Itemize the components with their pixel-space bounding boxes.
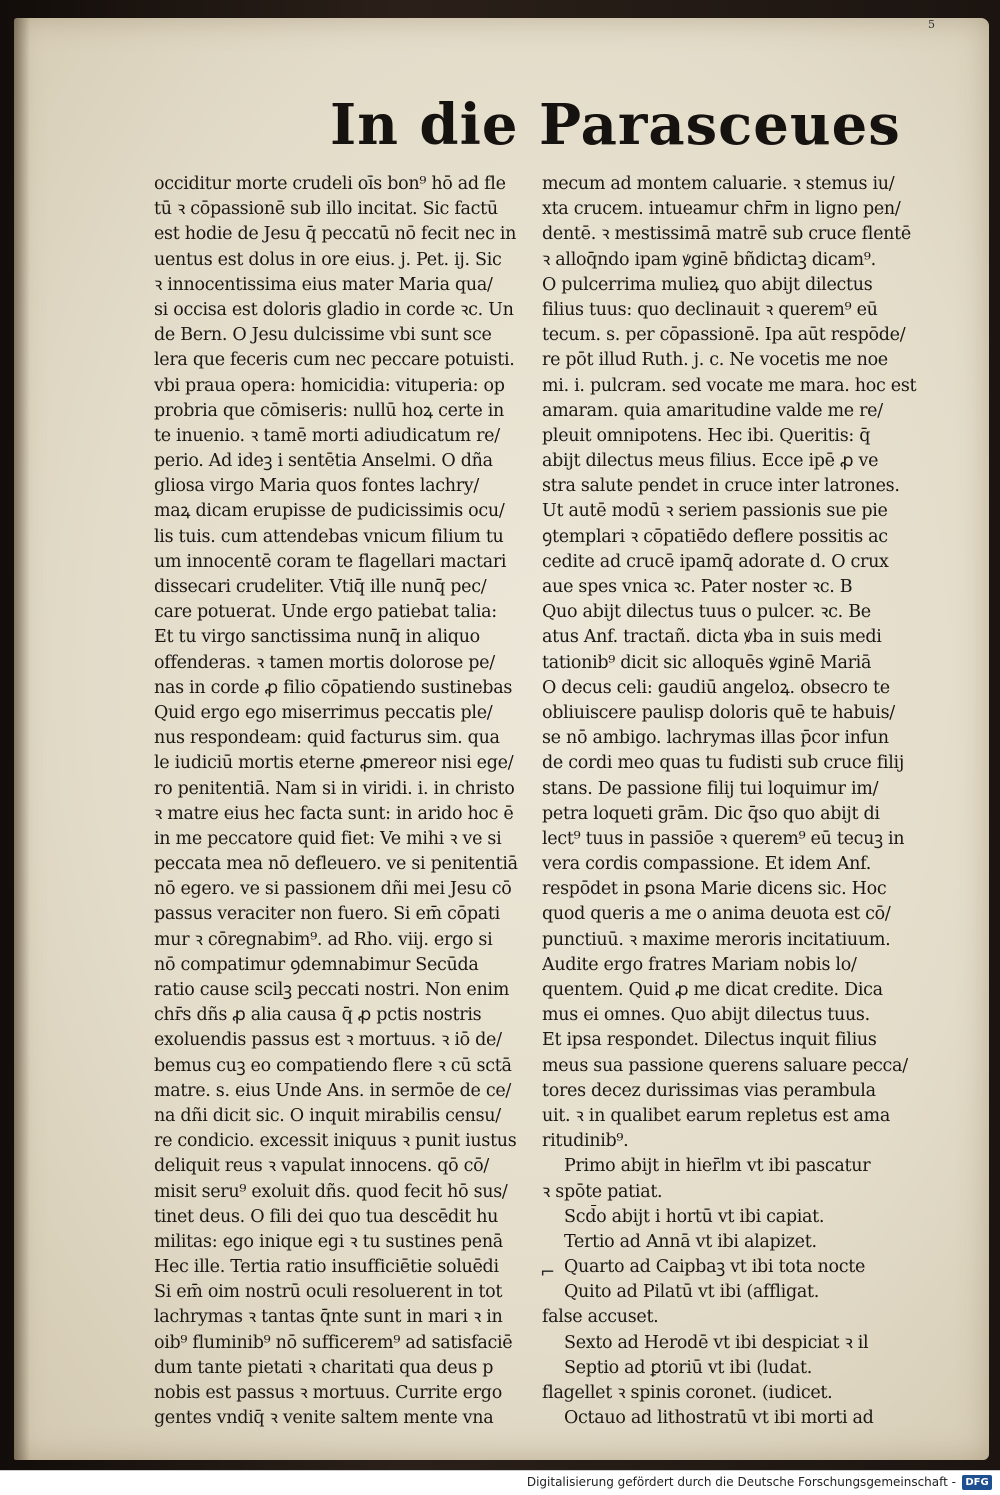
text-line: peccata mea nō defleuero. ve si penitentiā <box>154 854 518 875</box>
margin-mark: ⌐ <box>540 1262 556 1283</box>
text-line: Quo abijt dilectus tuus o pulcer. ꝛc. Be <box>542 602 871 623</box>
text-line: Hec ille. Tertia ratio insufficiētie soluēdi <box>154 1257 499 1278</box>
text-line: mus ei omnes. Quo abijt dilectus tuus. <box>542 1005 870 1026</box>
text-line: offenderas. ꝛ tamen mortis dolorose pe/ <box>154 652 495 673</box>
text-line: vera cordis compassione. Et idem Anf. <box>542 854 871 875</box>
text-line: false accuset. <box>542 1307 659 1328</box>
text-line: lect⁹ tuus in passiōe ꝛ querem⁹ eū tecuꝫ in <box>542 828 905 849</box>
text-line: meus sua passione querens saluare pecca/ <box>542 1055 908 1076</box>
text-line: ꝛ spōte patiat. <box>542 1181 663 1202</box>
text-line: Sexto ad Herodē vt ibi despiciat ꝛ il <box>564 1332 869 1353</box>
text-line: se nō ambigo. lachrymas illas p̄cor infun <box>542 728 889 749</box>
text-line: nō egero. ve si passionem dñi mei Jesu cō <box>154 879 512 900</box>
text-line: gliosa virgo Maria quos fontes lachry/ <box>154 476 479 497</box>
text-line: amaram. quia amaritudine valde me re/ <box>542 400 883 421</box>
text-line: O decus celi: gaudiū angeloꝝ. obsecro te <box>542 677 890 698</box>
text-line: cedite ad crucē ipamq̄ adorate d. O crux <box>542 551 889 572</box>
text-line: de cordi meo quas tu fudisti sub cruce filij <box>542 753 904 774</box>
text-line: re condicio. excessit iniquus ꝛ punit iustus <box>154 1131 517 1152</box>
text-line: perio. Ad ideꝫ i sentētia Anselmi. O dña <box>154 451 493 472</box>
text-line: Scd̄o abijt i hortū vt ibi capiat. <box>564 1206 825 1227</box>
text-line: O pulcerrima mulieꝝ quo abijt dilectus <box>542 274 873 295</box>
text-line: nō compatimur ꝯdemnabimur Secūda <box>154 954 479 975</box>
text-line: gentes vndiq̄ ꝛ venite saltem mente vna <box>154 1408 494 1429</box>
text-line: matre. s. eius Unde Ans. in sermōe de ce/ <box>154 1080 511 1101</box>
text-line: in me peccatore quid fiet: Ve mihi ꝛ ve si <box>154 828 502 849</box>
text-line: quentem. Quid ꝓ me dicat credite. Dica <box>542 980 883 1000</box>
text-line: na dñi dicit sic. O inquit mirabilis censu/ <box>154 1105 501 1126</box>
right-column <box>542 172 942 1431</box>
text-line: dum tante pietati ꝛ charitati qua deus p <box>154 1357 494 1378</box>
text-line: si occisa est doloris gladio in corde ꝛc. Un <box>154 299 514 320</box>
text-line: atus Anf. tractañ. dicta ꝟba in suis medi <box>542 627 882 648</box>
text-line: flagellet ꝛ spinis coronet. (iudicet. <box>542 1383 833 1403</box>
text-line: pleuit omnipotens. Hec ibi. Queritis: q̄ <box>542 425 871 446</box>
text-line: xta crucem. intueamur chr̄m in ligno pen/ <box>542 199 901 220</box>
text-line: stans. De passione filij tui loquimur im/ <box>542 778 879 799</box>
text-line: Audite ergo fratres Mariam nobis lo/ <box>542 954 857 975</box>
text-line: est hodie de Jesu q̄ peccatū nō fecit nec in <box>154 224 517 245</box>
text-line: exoluendis passus est ꝛ mortuus. ꝛ iō de/ <box>154 1030 502 1051</box>
text-line: Et ipsa respondet. Dilectus inquit filius <box>542 1030 877 1051</box>
text-line: stra salute pendet in cruce inter latrones. <box>542 476 900 497</box>
text-line: ꝛ innocentissima eius mater Maria qua/ <box>154 274 493 295</box>
page-gutter-shadow <box>14 18 30 1460</box>
text-line: chr̄s dñs ꝓ alia causa q̄ ꝓ pctis nostris <box>154 1005 482 1026</box>
text-line: tū ꝛ cōpassionē sub illo incitat. Sic factū <box>154 199 498 220</box>
text-line: obliuiscere paulisp doloris quē te habuis/ <box>542 702 895 723</box>
left-column <box>154 172 539 1431</box>
text-line: de Bern. O Jesu dulcissime vbi sunt sce <box>154 325 492 346</box>
text-line: Ut autē modū ꝛ seriem passionis sue pie <box>542 501 888 522</box>
text-line: uit. ꝛ in qualibet earum repletus est ama <box>542 1105 890 1126</box>
text-line: tationib⁹ dicit sic alloquēs ꝟginē Mariā <box>542 652 872 673</box>
text-line: respōdet in ꝑsona Marie dicens sic. Hoc <box>542 879 887 900</box>
text-line: Quito ad Pilatū vt ibi (affligat. <box>564 1282 819 1303</box>
folio-number: 5 <box>928 18 935 31</box>
text-line: militas: ego inique egi ꝛ tu sustines penā <box>154 1231 503 1252</box>
text-line: ꝛ matre eius hec facta sunt: in arido hoc ē <box>154 803 514 824</box>
text-line: aue spes vnica ꝛc. Pater noster ꝛc. B <box>542 577 853 597</box>
text-line: ratio cause scilꝫ peccati nostri. Non enim <box>154 980 510 1000</box>
text-line: Quid ergo ego miserrimus peccatis ple/ <box>154 702 493 723</box>
text-line: Quarto ad Caipbaꝫ vt ibi tota nocte <box>564 1257 866 1278</box>
text-line: te inuenio. ꝛ tamē morti adiudicatum re/ <box>154 425 500 446</box>
text-line: ꝛ alloq̄ndo ipam ꝟginē bñdictaꝫ dicam⁹. <box>542 249 876 270</box>
text-line: maꝝ dicam erupisse de pudicissimis ocu/ <box>154 501 505 522</box>
text-line: Primo abijt in hier̄lm vt ibi pascatur <box>564 1156 871 1177</box>
text-line: um innocentē coram te flagellari mactari <box>154 551 507 572</box>
footer-credit: Digitalisierung gefördert durch die Deutsche Forschungsgemeinschaft - <box>526 1475 956 1489</box>
text-line: dissecari crudeliter. Vtiq̄ ille nunq̄ pec/ <box>154 577 487 597</box>
text-line: Si em̄ oim nostrū oculi resoluerent in tot <box>154 1282 503 1303</box>
text-line: Et tu virgo sanctissima nunq̄ in aliquo <box>154 627 480 648</box>
text-line: mur ꝛ cōregnabim⁹. ad Rho. viij. ergo si <box>154 929 493 950</box>
text-line: uentus est dolus in ore eius. j. Pet. ij. Sic <box>154 249 502 270</box>
text-line: nus respondeam: quid facturus sim. qua <box>154 728 500 749</box>
text-line: lera que feceris cum nec peccare potuisti. <box>154 350 515 371</box>
text-line: probria que cōmiseris: nullū hoꝝ certe in <box>154 400 505 421</box>
text-line: punctiuū. ꝛ maxime meroris incitatiuum. <box>542 929 891 950</box>
text-line: nas in corde ꝓ filio cōpatiendo sustinebas <box>154 677 513 698</box>
text-line: Octauo ad lithostratū vt ibi morti ad <box>564 1408 874 1429</box>
text-line: tecum. s. per cōpassionē. Ipa aūt respōde/ <box>542 325 906 346</box>
page-heading: In die Parasceues <box>330 92 901 158</box>
text-line: lis tuis. cum attendebas vnicum filium tu <box>154 526 504 547</box>
text-line: passus veraciter non fuero. Si em̄ cōpati <box>154 904 500 925</box>
text-line: ꝯtemplari ꝛ cōpatiēdo deflere possitis ac <box>542 526 888 547</box>
text-line: nobis est passus ꝛ mortuus. Currite ergo <box>154 1383 502 1403</box>
text-line: ritudinib⁹. <box>542 1131 629 1152</box>
text-line: filius tuus: quo declinauit ꝛ querem⁹ eū <box>542 299 878 320</box>
text-line: care potuerat. Unde ergo patiebat talia: <box>154 602 497 623</box>
footer-bar <box>0 1470 1000 1495</box>
text-line: abijt dilectus meus filius. Ecce ipē ꝓ ve <box>542 451 879 472</box>
text-line: occiditur morte crudeli oīs bon⁹ hō ad fle <box>154 174 506 194</box>
text-line: vbi praua opera: homicidia: vituperia: op <box>154 375 505 396</box>
text-line: petra loqueti grām. Dic q̄so quo abijt di <box>542 803 880 824</box>
text-line: lachrymas ꝛ tantas q̄nte sunt in mari ꝛ in <box>154 1307 503 1328</box>
text-line: dentē. ꝛ mestissimā matrē sub cruce flentē <box>542 224 911 245</box>
text-line: le iudiciū mortis eterne ꝓmereor nisi ege/ <box>154 753 514 774</box>
text-line: bemus cuꝫ eo compatiendo flere ꝛ cū sctā <box>154 1055 512 1076</box>
text-line: Tertio ad Annā vt ibi alapizet. <box>564 1231 817 1252</box>
text-line: ro penitentiā. Nam si in viridi. i. in christo <box>154 778 515 799</box>
text-line: Septio ad ꝑtoriū vt ibi (ludat. <box>564 1357 813 1378</box>
text-line: deliquit reus ꝛ vapulat innocens. qō cō/ <box>154 1156 489 1177</box>
text-line: mecum ad montem caluarie. ꝛ stemus iu/ <box>542 174 895 194</box>
dfg-logo: DFG <box>962 1475 992 1490</box>
text-line: tinet deus. O fili dei quo tua descēdit hu <box>154 1206 499 1227</box>
text-line: re pōt illud Ruth. j. c. Ne vocetis me noe <box>542 350 888 371</box>
text-line: quod queris a me o anima deuota est cō/ <box>542 904 891 925</box>
text-line: misit seru⁹ exoluit dñs. quod fecit hō sus/ <box>154 1181 508 1202</box>
text-line: tores decez durissimas vias perambula <box>542 1080 876 1101</box>
text-line: mi. i. pulcram. sed vocate me mara. hoc est <box>542 375 917 396</box>
text-line: oib⁹ fluminib⁹ nō sufficerem⁹ ad satisfaciē <box>154 1332 513 1353</box>
